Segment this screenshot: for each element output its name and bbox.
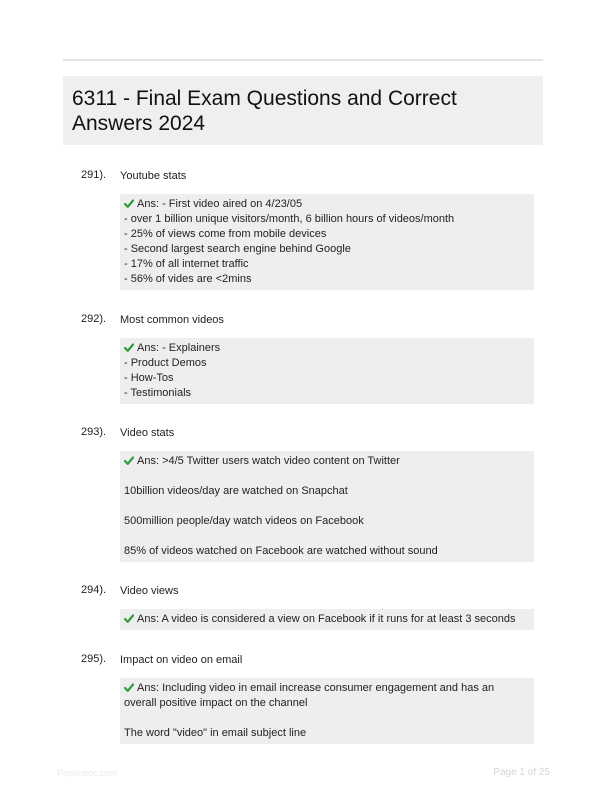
answer-box-294 [120,609,534,630]
answer-prefix: Ans: [137,198,163,210]
answer-prefix: Ans: [137,342,163,354]
answer-line: - 17% of all internet traffic [124,258,249,270]
answer-prefix: Ans: [137,455,163,467]
question-text: Impact on video on email [120,654,243,666]
page-indicator: Page 1 of 25 [493,767,550,778]
question-number: 294). [81,584,107,596]
answer-box-295 [120,678,534,744]
answer-box-291 [120,194,534,290]
answer-line: - 25% of views come from mobile devices [124,228,327,240]
question-text: Video views [120,585,179,597]
question-number: 292). [81,313,107,325]
check-icon [124,456,134,465]
question-number: 295). [81,653,107,665]
check-icon [124,683,134,692]
answer-line: The word "video" in email subject line [124,727,307,739]
answer-line: - Explainers [162,342,221,354]
title-banner [63,76,543,145]
answer-line: 10billion videos/day are watched on Snapchat [124,485,348,497]
question-text: Video stats [120,427,175,439]
answer-line: - Testimonials [124,387,192,399]
check-icon [124,614,134,623]
answer-line: 500million people/day watch videos on Facebook [124,515,364,527]
answer-line: A video is considered a view on Facebook if it runs for at least 3 seconds [161,613,516,625]
answer-line: 85% of videos watched on Facebook are watched without sound [124,545,438,557]
check-icon [124,199,134,208]
answer-line: Including video in email increase consumer engagement and has an overall positive impact on the channel [124,682,495,709]
answer-line: - Product Demos [124,357,207,369]
answer-line: - How-Tos [124,372,174,384]
check-icon [124,343,134,352]
page-title: 6311 - Final Exam Questions and Correct Answers 2024 [72,87,457,135]
question-text: Youtube stats [120,170,187,182]
top-divider [63,59,543,61]
answer-line: - First video aired on 4/23/05 [162,198,303,210]
question-number: 291). [81,169,107,181]
answer-box-292 [120,338,534,404]
answer-line: - over 1 billion unique visitors/month, 6 billion hours of videos/month [124,213,455,225]
answer-prefix: Ans: [137,613,162,625]
question-text: Most common videos [120,314,224,326]
answer-prefix: Ans: [137,682,163,694]
footer-site: Paperstoc.com [57,768,118,778]
answer-line: - 56% of vides are <2mins [124,273,252,285]
question-number: 293). [81,426,107,438]
answer-line: - Second largest search engine behind Google [124,243,351,255]
answer-box-293 [120,451,534,562]
answer-line: >4/5 Twitter users watch video content on Twitter [162,455,400,467]
